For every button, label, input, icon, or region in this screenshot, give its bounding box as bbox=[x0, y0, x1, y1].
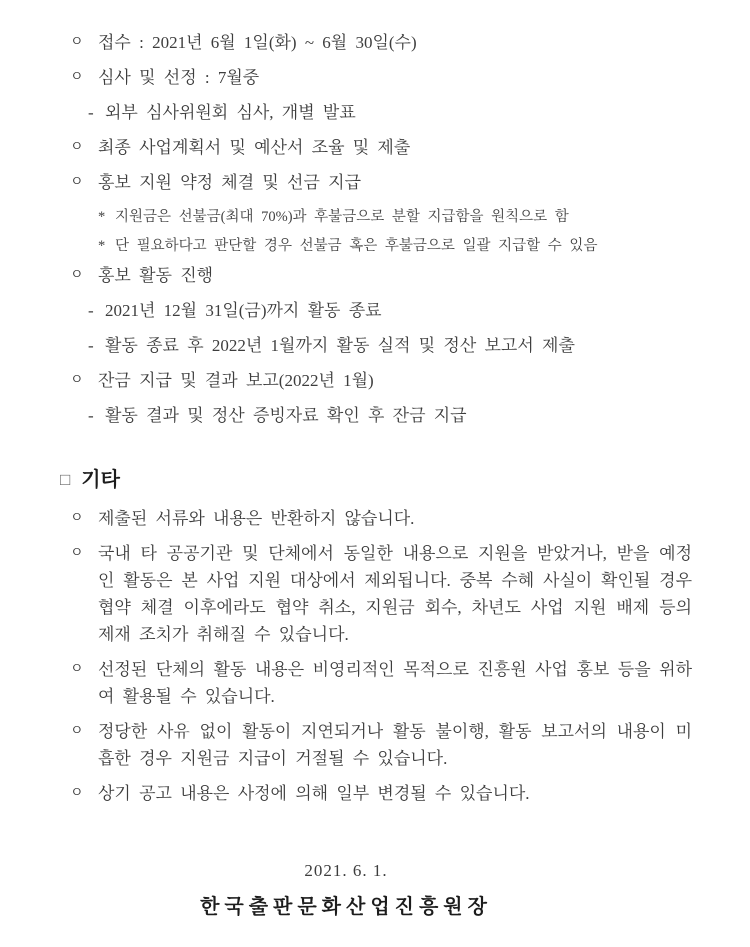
circle-bullet-icon: ㅇ bbox=[70, 373, 84, 388]
schedule-item-row bbox=[0, 134, 692, 161]
schedule-item-text: 접수 : 2021년 6월 1일(화) ~ 6월 30일(수) bbox=[98, 33, 417, 52]
circle-bullet-icon: ㅇ bbox=[70, 175, 84, 190]
schedule-item-text: 단 필요하다고 판단할 경우 선불금 혹은 후불금으로 일괄 지급할 수 있음 bbox=[115, 238, 598, 254]
square-bullet-icon: □ bbox=[60, 470, 71, 489]
etc-item-text: 선정된 단체의 활동 내용은 비영리적인 목적으로 진흥원 사업 홍보 등을 위하여 활용될 수 있습니다. bbox=[98, 660, 692, 706]
circle-bullet-icon: ㅇ bbox=[70, 786, 84, 801]
circle-bullet-icon: ㅇ bbox=[70, 724, 84, 739]
etc-item-row bbox=[0, 656, 692, 710]
etc-item-row bbox=[0, 540, 692, 648]
schedule-item-row bbox=[0, 233, 692, 259]
schedule-item-text: 지원금은 선불금(최대 70%)과 후불금으로 분할 지급함을 원칙으로 함 bbox=[115, 209, 569, 225]
schedule-item-row bbox=[0, 99, 692, 126]
schedule-item-text: 활동 결과 및 정산 증빙자료 확인 후 잔금 지급 bbox=[105, 406, 467, 425]
schedule-item-text: 외부 심사위원회 심사, 개별 발표 bbox=[105, 103, 356, 122]
document-footer bbox=[0, 857, 692, 921]
dash-bullet-icon: - bbox=[88, 406, 94, 425]
etc-item-row bbox=[0, 505, 692, 532]
schedule-item-text: 잔금 지급 및 결과 보고(2022년 1월) bbox=[98, 371, 374, 390]
schedule-item-row bbox=[0, 64, 692, 91]
circle-bullet-icon: ㅇ bbox=[70, 268, 84, 283]
schedule-item-text: 최종 사업계획서 및 예산서 조율 및 제출 bbox=[98, 138, 411, 157]
dash-bullet-icon: - bbox=[88, 301, 94, 320]
dash-bullet-icon: - bbox=[88, 336, 94, 355]
schedule-item-row bbox=[0, 204, 692, 230]
schedule-item-text: 2021년 12월 31일(금)까지 활동 종료 bbox=[105, 301, 382, 320]
etc-item-text: 정당한 사유 없이 활동이 지연되거나 활동 불이행, 활동 보고서의 내용이 미흡한 경우 지원금 지급이 거절될 수 있습니다. bbox=[98, 722, 692, 768]
announcement-date: 2021. 6. 1. bbox=[304, 861, 388, 880]
circle-bullet-icon: ㅇ bbox=[70, 511, 84, 526]
etc-item-row bbox=[0, 780, 692, 807]
schedule-item-text: 홍보 지원 약정 체결 및 선금 지급 bbox=[98, 173, 361, 192]
schedule-item-text: 홍보 활동 진행 bbox=[98, 266, 214, 285]
circle-bullet-icon: ㅇ bbox=[70, 662, 84, 677]
asterisk-bullet-icon: * bbox=[98, 209, 106, 225]
circle-bullet-icon: ㅇ bbox=[70, 35, 84, 50]
schedule-item-text: 심사 및 선정 : 7월중 bbox=[98, 68, 260, 87]
etc-item-row bbox=[0, 718, 692, 772]
etc-item-text: 상기 공고 내용은 사정에 의해 일부 변경될 수 있습니다. bbox=[98, 784, 530, 803]
schedule-item-text: 활동 종료 후 2022년 1월까지 활동 실적 및 정산 보고서 제출 bbox=[105, 336, 575, 355]
etc-heading-text: 기타 bbox=[81, 469, 120, 491]
schedule-item-row bbox=[0, 29, 692, 56]
circle-bullet-icon: ㅇ bbox=[70, 70, 84, 85]
etc-section bbox=[0, 505, 692, 807]
etc-item-text: 국내 타 공공기관 및 단체에서 동일한 내용으로 지원을 받았거나, 받을 예정인 활동은 본 사업 지원 대상에서 제외됩니다. 중복 수혜 사실이 확인될 경우 협약 체결 이후에라도 협약 취소, 지원금 회수, 차년도 사업 지원 배제 등의 제재 조치가 취해질 수 있습니다. bbox=[98, 544, 692, 644]
schedule-item-row bbox=[0, 169, 692, 196]
dash-bullet-icon: - bbox=[88, 103, 94, 122]
schedule-item-row bbox=[0, 297, 692, 324]
schedule-section bbox=[0, 29, 692, 429]
circle-bullet-icon: ㅇ bbox=[70, 140, 84, 155]
etc-section-heading bbox=[60, 467, 692, 493]
circle-bullet-icon: ㅇ bbox=[70, 546, 84, 561]
schedule-item-row bbox=[0, 332, 692, 359]
asterisk-bullet-icon: * bbox=[98, 238, 106, 254]
etc-item-text: 제출된 서류와 내용은 반환하지 않습니다. bbox=[98, 509, 415, 528]
schedule-item-row bbox=[0, 367, 692, 394]
schedule-item-row bbox=[0, 402, 692, 429]
issuer-signature: 한국출판문화산업진흥원장 bbox=[200, 896, 492, 918]
schedule-item-row bbox=[0, 262, 692, 289]
